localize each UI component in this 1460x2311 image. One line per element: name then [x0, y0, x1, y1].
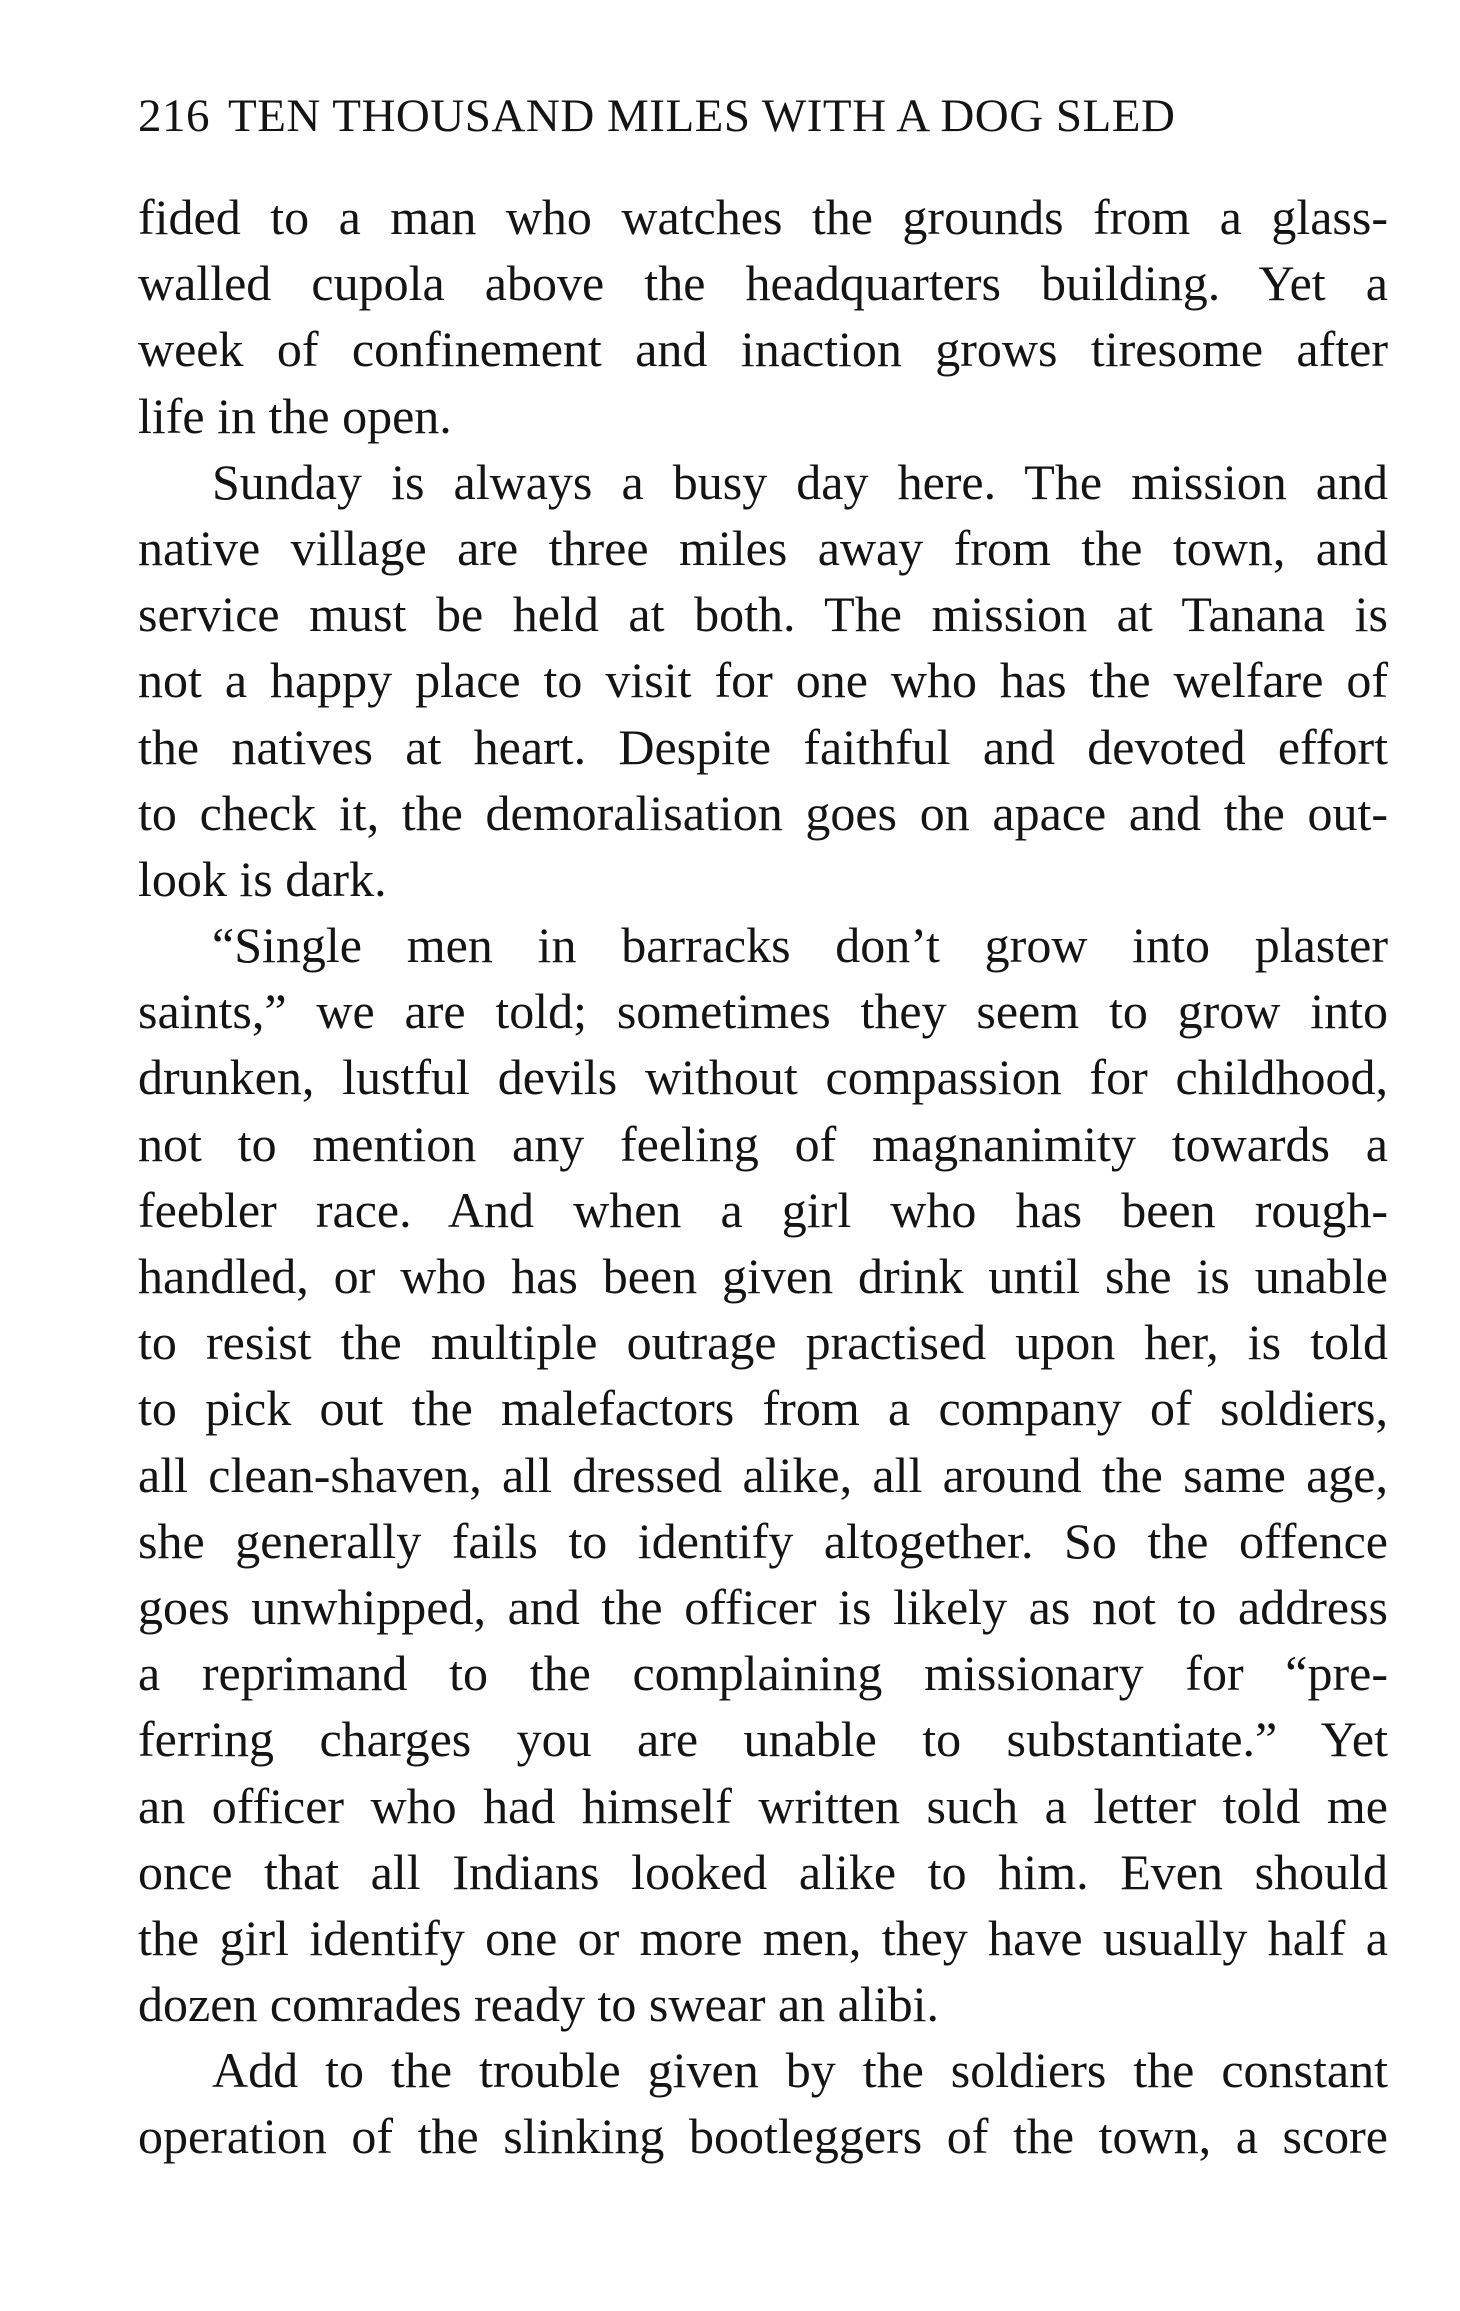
page-number: 216: [138, 90, 210, 142]
text-line: she generally fails to identify altogether. So the offence: [138, 1512, 1388, 1569]
paragraph: [138, 449, 1388, 912]
text-line: walled cupola above the headquarters building. Yet a: [138, 255, 1388, 312]
text-line: the natives at heart. Despite faithful and devoted effort: [138, 718, 1388, 775]
text-line: dozen comrades ready to swear an alibi.: [138, 1976, 940, 2033]
text-line: service must be held at both. The mission at Tanana is: [138, 586, 1388, 643]
text-line: ferring charges you are unable to substantiate.” Yet: [138, 1711, 1388, 1768]
text-line: saints,” we are told; sometimes they seem to grow into: [138, 983, 1388, 1040]
text-line: “Single men in barracks don’t grow into plaster: [212, 917, 1388, 974]
text-line: once that all Indians looked alike to him. Even should: [138, 1843, 1388, 1900]
text-line: goes unwhipped, and the officer is likely as not to address: [138, 1578, 1388, 1635]
text-line: Add to the trouble given by the soldiers the constant: [212, 2042, 1388, 2099]
text-line: an officer who had himself written such a letter told me: [138, 1777, 1388, 1834]
text-line: to resist the multiple outrage practised upon her, is told: [138, 1314, 1388, 1371]
text-line: look is dark.: [138, 850, 387, 907]
text-line: all clean-shaven, all dressed alike, all around the same age,: [138, 1446, 1388, 1503]
text-line: operation of the slinking bootleggers of the town, a score: [138, 2108, 1388, 2165]
text-line: to check it, the demoralisation goes on apace and the out-: [138, 784, 1388, 841]
text-line: not a happy place to visit for one who has the welfare of: [138, 652, 1388, 709]
text-line: to pick out the malefactors from a company of soldiers,: [138, 1380, 1388, 1437]
running-head: [138, 88, 1353, 144]
text-line: not to mention any feeling of magnanimity towards a: [138, 1115, 1388, 1172]
text-line: week of confinement and inaction grows tiresome after: [138, 321, 1388, 378]
running-title: TEN THOUSAND MILES WITH A DOG SLED: [228, 90, 1176, 142]
text-line: feebler race. And when a girl who has been rough-: [138, 1181, 1388, 1238]
paragraph: [138, 912, 1388, 2037]
text-line: Sunday is always a busy day here. The mission and: [212, 453, 1388, 510]
text-line: life in the open.: [138, 387, 452, 444]
text-line: handled, or who has been given drink until she is unable: [138, 1248, 1388, 1304]
body-text: [138, 184, 1388, 2170]
text-line: drunken, lustful devils without compassion for childhood,: [138, 1049, 1388, 1106]
paragraph: [138, 184, 1388, 449]
text-line: the girl identify one or more men, they have usually half a: [138, 1909, 1388, 1966]
text-line: native village are three miles away from the town, and: [138, 519, 1388, 576]
text-line: a reprimand to the complaining missionary for “pre-: [138, 1645, 1388, 1702]
text-line: fided to a man who watches the grounds from a glass-: [138, 189, 1388, 245]
paragraph: [138, 2037, 1388, 2169]
